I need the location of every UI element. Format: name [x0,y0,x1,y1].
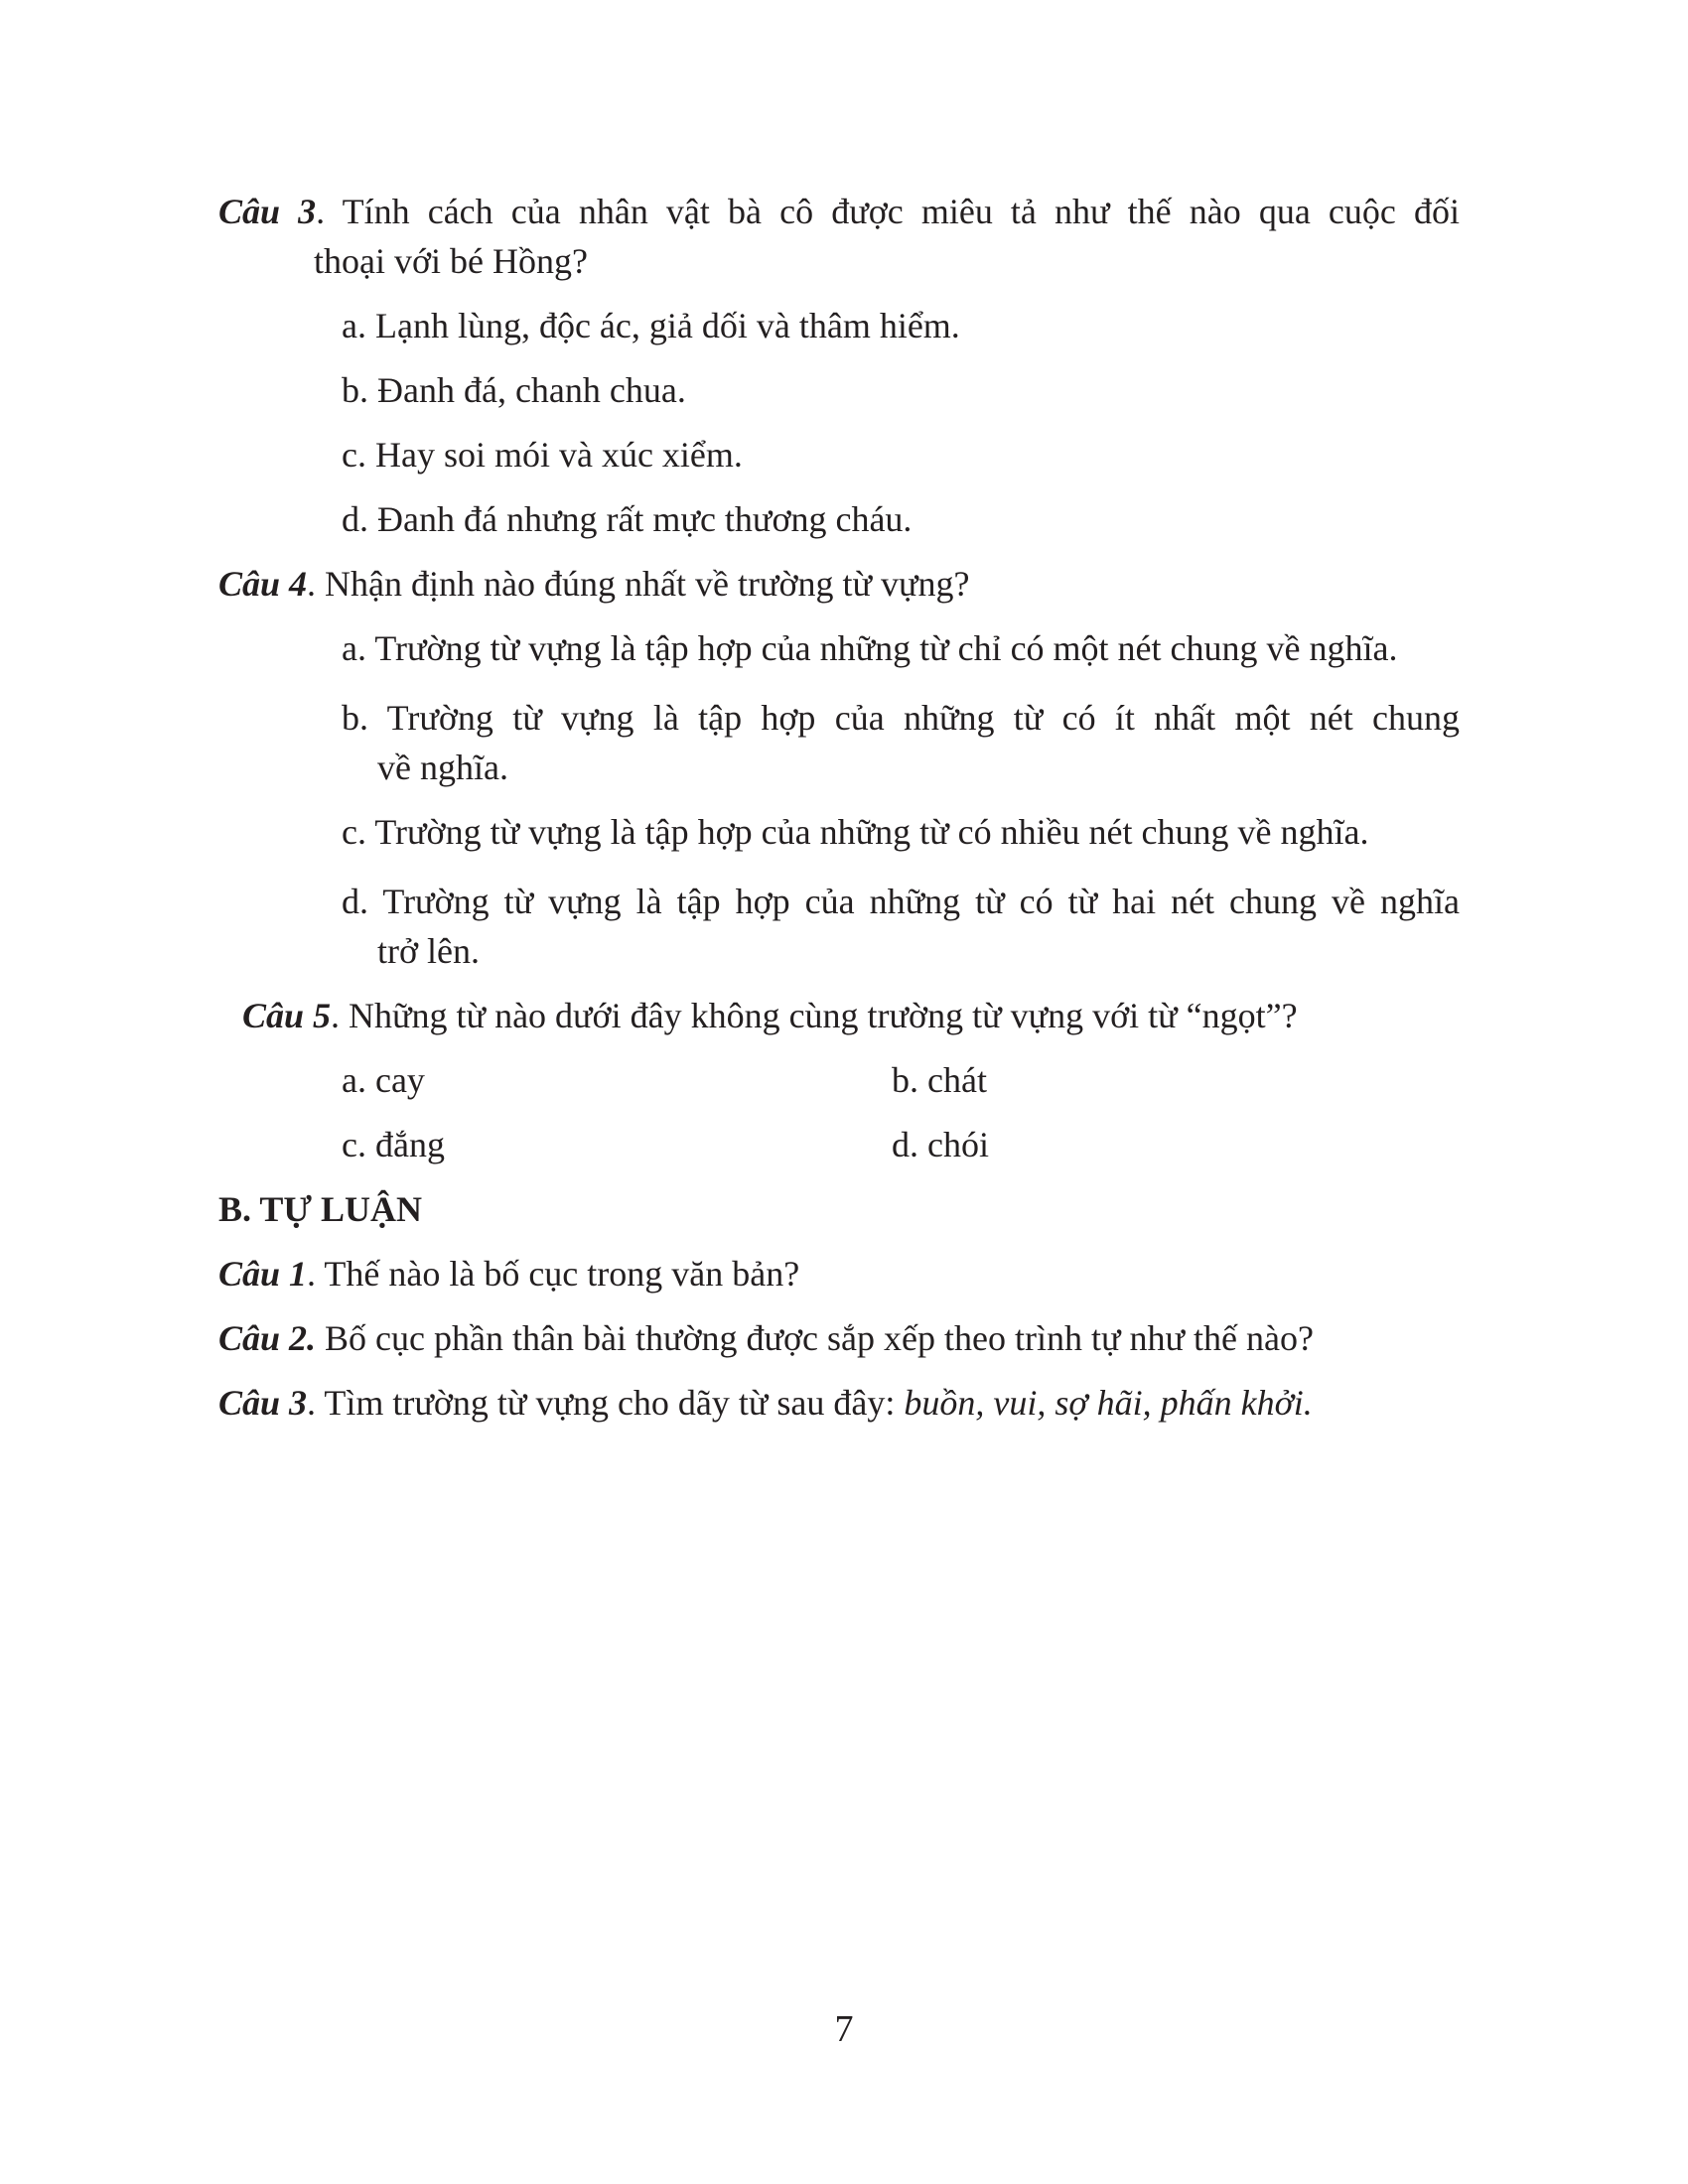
q4-option-b-line2: về nghĩa. [377,748,508,787]
q3-label: Câu 3 [218,192,317,231]
page-number: 7 [834,2008,854,2050]
b-q3-label: Câu 3 [218,1383,308,1423]
q3-text: . Tính cách của nhân vật bà cô được miêu tả như thế nào qua cuộc đối [316,192,1460,231]
q3-option-a: a. Lạnh lùng, độc ác, giả dối và thâm hiểm. [342,306,960,345]
q3-option-c: c. Hay soi mói và xúc xiểm. [342,435,743,475]
q3-option-d: d. Đanh đá nhưng rất mực thương cháu. [342,499,913,539]
q4-option-a: a. Trường từ vựng là tập hợp của những từ chỉ có một nét chung về nghĩa. [342,628,1398,668]
q4-text: . Nhận định nào đúng nhất về trường từ vựng? [307,564,970,604]
b-q2-line [218,1317,1314,1360]
q4-option-d-line2: trở lên. [377,931,481,971]
q4-option-b-line1: b. Trường từ vựng là tập hợp của những từ có ít nhất một nét chung [342,698,1460,738]
b-q3-words: buồn, vui, sợ hãi, phấn khởi. [904,1383,1313,1423]
q5-option-d: d. chói [892,1125,989,1164]
q3-line1 [218,191,1460,233]
q5-option-c: c. đắng [342,1125,445,1164]
b-q3-line [218,1382,1313,1425]
q5-option-a: a. cay [342,1060,425,1100]
q4-option-d-line1: d. Trường từ vựng là tập hợp của những từ có từ hai nét chung về nghĩa [342,882,1460,921]
q5-label: Câu 5 [242,996,332,1035]
b-q1-text: . Thế nào là bố cục trong văn bản? [307,1254,800,1294]
section-b-heading: B. TỰ LUẬN [218,1189,423,1229]
b-q2-text: Bố cục phần thân bài thường được sắp xếp theo trình tự như thế nào? [316,1318,1314,1358]
q3-line2: thoại với bé Hồng? [314,241,588,281]
q4-option-c: c. Trường từ vựng là tập hợp của những từ có nhiều nét chung về nghĩa. [342,812,1369,852]
b-q1-line [218,1253,799,1296]
b-q3-text: . Tìm trường từ vựng cho dãy từ sau đây: [307,1383,905,1423]
q5-option-b: b. chát [892,1060,987,1100]
q5-line [242,995,1298,1037]
b-q1-label: Câu 1 [218,1254,308,1294]
q5-text: . Những từ nào dưới đây không cùng trường từ vựng với từ “ngọt”? [331,996,1298,1035]
q4-label: Câu 4 [218,564,308,604]
b-q2-label: Câu 2. [218,1318,317,1358]
q4-line [218,563,970,606]
q3-option-b: b. Đanh đá, chanh chua. [342,370,686,410]
